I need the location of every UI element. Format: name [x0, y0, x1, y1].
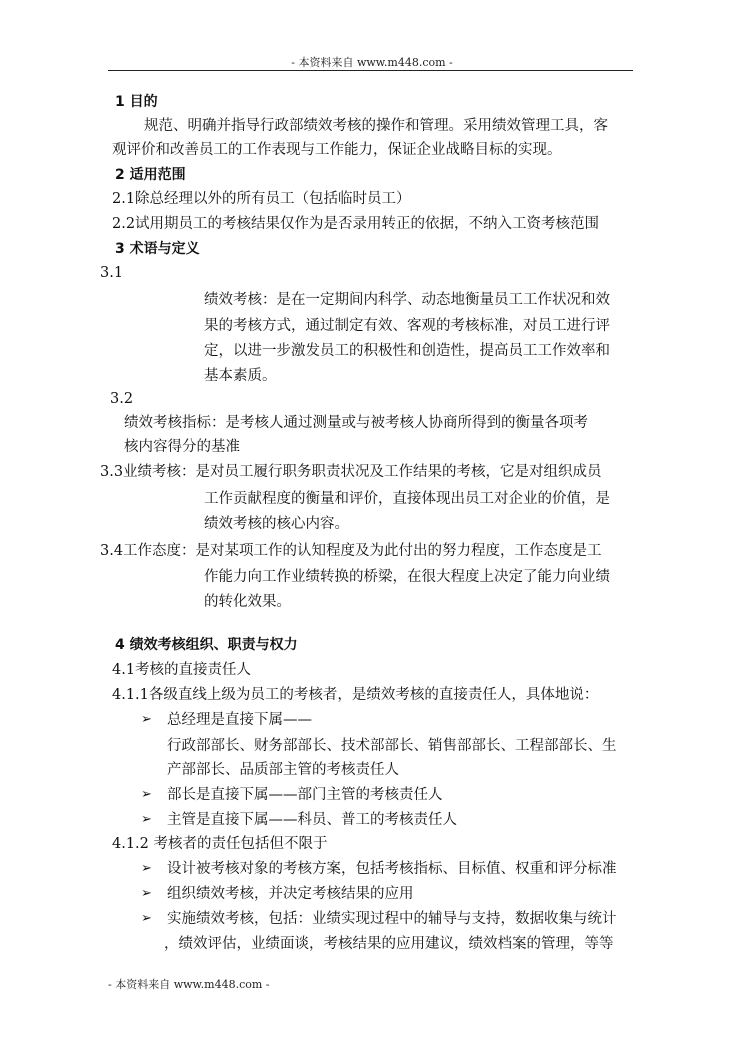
clause-3-2-line-1: 绩效考核指标：是考核人通过测量或与被考核人协商所得到的衡量各项考: [124, 415, 588, 431]
page-header: - 本资料来自 www.m448.com -: [291, 56, 453, 69]
bullet-implement-assessment-cont: ，绩效评估，业绩面谈，考核结果的应用建议，绩效档案的管理，等等: [164, 936, 614, 952]
bullet-arrow-icon: ➢: [141, 886, 152, 901]
bullet-supervisor: 主管是直接下属——科员、普工的考核责任人: [167, 812, 457, 828]
clause-3-4-line-2: 作能力向工作业绩转换的桥梁，在很大程度上决定了能力向业绩: [204, 569, 610, 585]
clause-4-1-1: 4.1.1各级直线上级为员工的考核者，是绩效考核的直接责任人，具体地说：: [112, 687, 599, 703]
bullet-department-head: 部长是直接下属——部门主管的考核责任人: [167, 787, 443, 803]
section-1-paragraph-line-1: 规范、明确并指导行政部绩效考核的操作和管理。采用绩效管理工具，客: [144, 118, 608, 134]
clause-2-1: 2.1除总经理以外的所有员工（包括临时员工）: [112, 191, 411, 207]
clause-3-1-line-1: 绩效考核：是在一定期间内科学、动态地衡量员工工作状况和效: [204, 292, 610, 308]
bullet-arrow-icon: ➢: [141, 787, 152, 802]
clause-3-3-line-3: 绩效考核的核心内容。: [204, 516, 349, 532]
clause-2-2: 2.2试用期员工的考核结果仅作为是否录用转正的依据，不纳入工资考核范围: [112, 216, 600, 232]
clause-4-1: 4.1考核的直接责任人: [112, 662, 252, 678]
clause-3-1-line-3: 定，以进一步激发员工的积极性和创造性，提高员工工作效率和: [204, 343, 610, 359]
header-rule: [108, 70, 633, 71]
section-1-paragraph-line-2: 观评价和改善员工的工作表现与工作能力，保证企业战略目标的实现。: [112, 142, 562, 158]
section-3-heading: 3 术语与定义: [115, 241, 200, 257]
section-2-heading: 2 适用范围: [115, 167, 186, 183]
clause-3-4-line-3: 的转化效果。: [204, 594, 291, 610]
page-footer: - 本资料来自 www.m448.com -: [108, 978, 270, 991]
bullet-design-scheme: 设计被考核对象的考核方案，包括考核指标、目标值、权重和评分标准: [167, 861, 617, 877]
bullet-arrow-icon: ➢: [141, 861, 152, 876]
bullet-general-manager: 总经理是直接下属——: [167, 712, 312, 728]
clause-3-1-number: 3.1: [100, 265, 124, 281]
bullet-organize-assessment: 组织绩效考核，并决定考核结果的应用: [167, 886, 414, 902]
clause-3-2-number: 3.2: [110, 391, 134, 407]
clause-3-3-line-2: 工作贡献程度的衡量和评价，直接体现出员工对企业的价值，是: [204, 491, 610, 507]
section-4-heading: 4 绩效考核组织、职责与权力: [115, 637, 298, 653]
clause-3-2-line-2: 核内容得分的基准: [124, 439, 240, 455]
bullet-arrow-icon: ➢: [141, 911, 152, 926]
bullet-arrow-icon: ➢: [141, 712, 152, 727]
bullet-general-manager-cont-2: 产部部长、品质部主管的考核责任人: [167, 762, 399, 778]
bullet-general-manager-cont-1: 行政部部长、财务部部长、技术部部长、销售部部长、工程部部长、生: [167, 738, 617, 754]
clause-4-1-2: 4.1.2 考核者的责任包括但不限于: [112, 836, 328, 852]
clause-3-4-line-1: 3.4工作态度：是对某项工作的认知程度及为此付出的努力程度，工作态度是工: [100, 543, 602, 559]
clause-3-1-line-4: 基本素质。: [204, 368, 277, 384]
clause-3-3-line-1: 3.3业绩考核：是对员工履行职务职责状况及工作结果的考核，它是对组织成员: [100, 464, 602, 480]
clause-3-1-line-2: 果的考核方式，通过制定有效、客观的考核标准，对员工进行评: [204, 318, 610, 334]
section-1-heading: 1 目的: [115, 94, 158, 110]
bullet-arrow-icon: ➢: [141, 812, 152, 827]
bullet-implement-assessment: 实施绩效考核，包括：业绩实现过程中的辅导与支持，数据收集与统计: [167, 911, 617, 927]
